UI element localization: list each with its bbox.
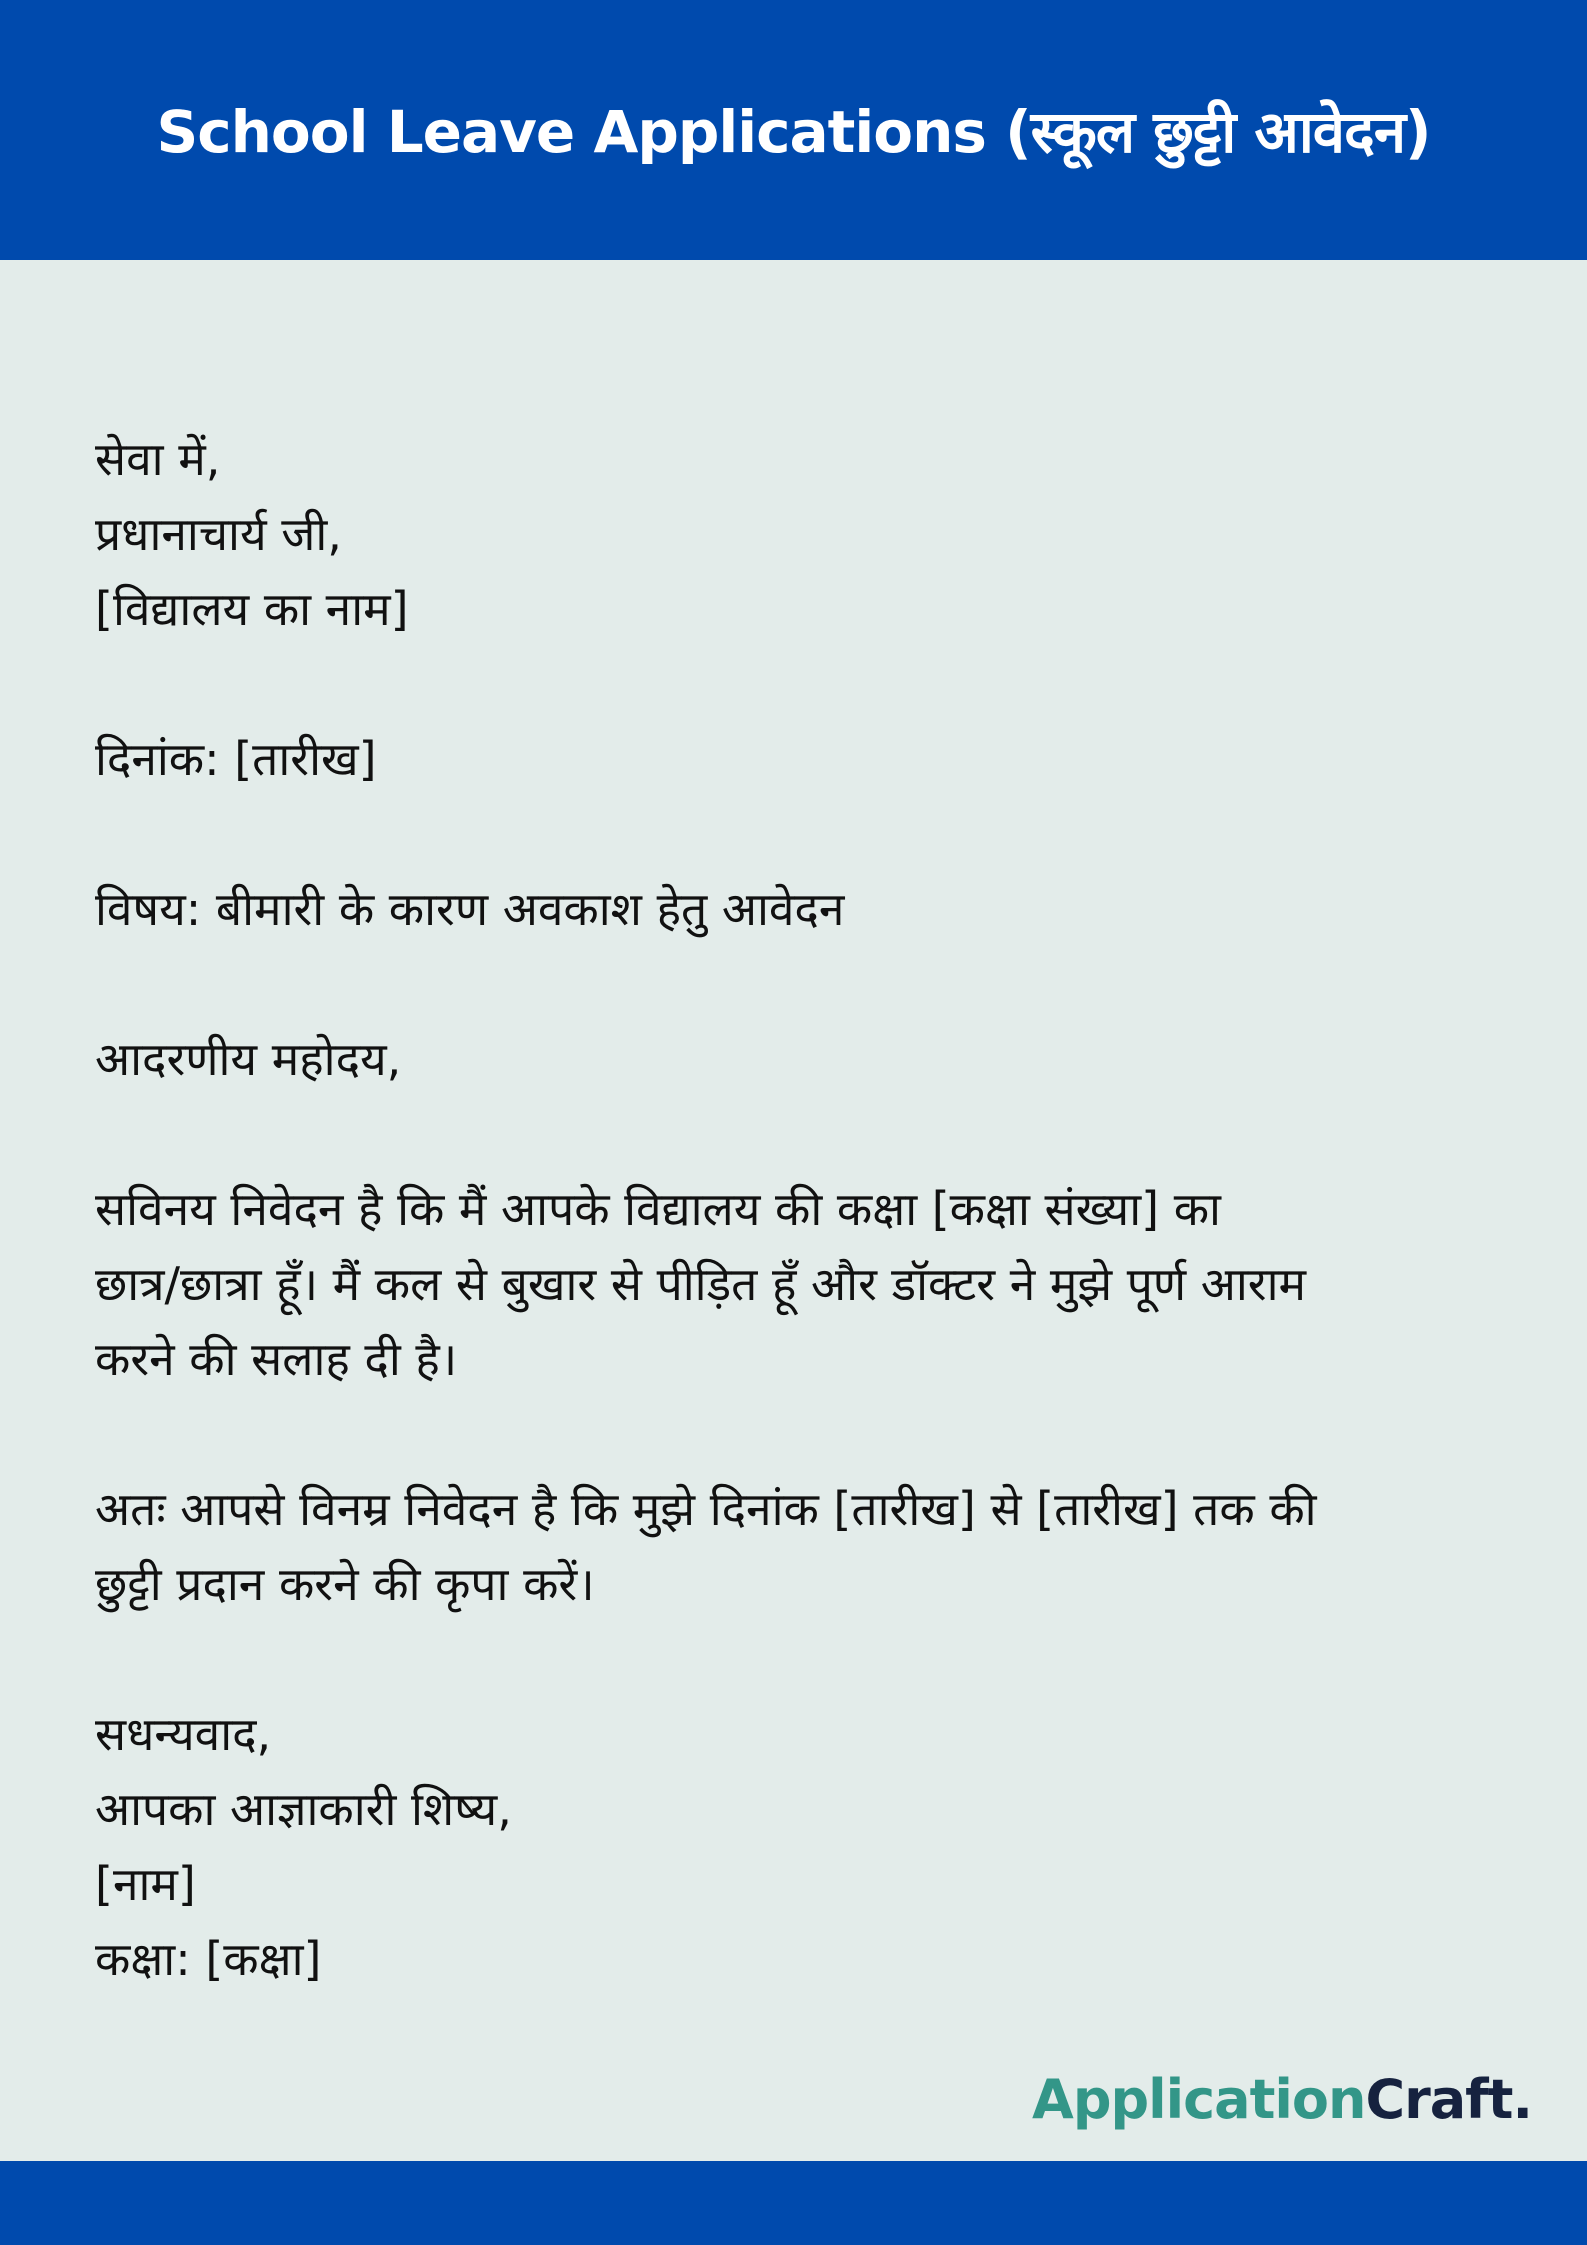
spacer [95, 1397, 1515, 1472]
page-title: School Leave Applications (स्कूल छुट्टी आवेदन) [156, 97, 1431, 166]
body-paragraph-2 [95, 1472, 1515, 1622]
closing-line: [नाम] [95, 1857, 196, 1911]
address-line: प्रधानाचार्य जी, [95, 507, 342, 561]
paragraph-line: छात्र/छात्रा हूँ। मैं कल से बुखार से पीड़ित हूँ और डॉक्टर ने मुझे पूर्ण आराम [95, 1257, 1307, 1311]
subject-line: विषय: बीमारी के कारण अवकाश हेतु आवेदन [95, 882, 845, 936]
paragraph-line: सविनय निवेदन है कि मैं आपके विद्यालय की कक्षा [कक्षा संख्या] का [95, 1182, 1221, 1236]
spacer [95, 647, 1515, 722]
closing-line: आपका आज्ञाकारी शिष्य, [95, 1782, 512, 1836]
body-paragraph-1 [95, 1172, 1515, 1397]
spacer [95, 947, 1515, 1022]
applicationcraft-logo [1032, 2068, 1532, 2131]
leave-application-letter [95, 422, 1515, 1997]
header-banner [0, 0, 1587, 260]
paragraph-line: अतः आपसे विनम्र निवेदन है कि मुझे दिनांक [तारीख] से [तारीख] तक की [95, 1482, 1317, 1536]
paragraph-line: छुट्टी प्रदान करने की कृपा करें। [95, 1557, 595, 1611]
logo-text-craft: Craft. [1365, 2068, 1532, 2131]
closing-line: सधन्यवाद, [95, 1707, 272, 1761]
paragraph-line: करने की सलाह दी है। [95, 1332, 458, 1386]
recipient-address [95, 422, 1515, 647]
spacer [95, 1622, 1515, 1697]
spacer [95, 797, 1515, 872]
salutation: आदरणीय महोदय, [95, 1032, 402, 1086]
spacer [95, 1097, 1515, 1172]
closing-line: कक्षा: [कक्षा] [95, 1932, 322, 1986]
address-line: [विद्यालय का नाम] [95, 582, 409, 636]
closing-signature [95, 1697, 1515, 1997]
address-line: सेवा में, [95, 432, 221, 486]
footer-bar [0, 2161, 1587, 2245]
date-line: दिनांक: [तारीख] [95, 732, 377, 786]
logo-text-application: Application [1032, 2068, 1366, 2131]
